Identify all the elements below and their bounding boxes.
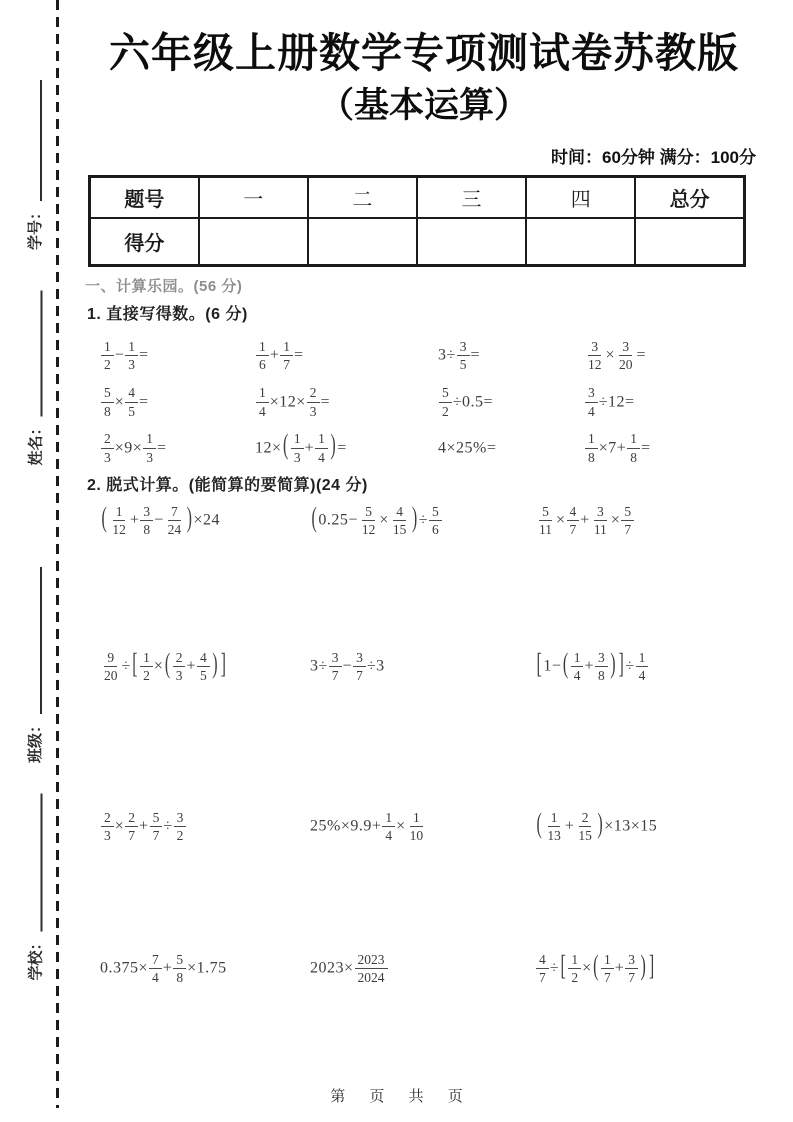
score-table-header-cell: 题号 (90, 177, 199, 218)
math-problem: (0.25− $\frac{5}{12}$ × $\frac{4}{15}$ )÷ $\frac{5}{6}$ (310, 501, 535, 539)
math-problem: $\frac{2}{3}$ ×9× $\frac{1}{3}$ = (100, 429, 255, 467)
score-table (88, 175, 746, 267)
score-table-header-cell: 一 (199, 177, 308, 218)
page-subtitle: （基本运算） (318, 86, 529, 126)
score-table-score-row (90, 218, 745, 266)
math-problem: 25%×9.9+ $\frac{1}{4}$ × $\frac{1}{10}$ (310, 809, 424, 844)
score-blank-cell (308, 218, 417, 266)
page-footer: 第 页 共 页 (330, 1088, 473, 1105)
section1-heading: 一、计算乐园。(56 分) (85, 278, 243, 296)
page-title: 六年级上册数学专项测试卷苏教版 (109, 30, 739, 76)
score-table-header-row (90, 177, 745, 218)
student-id-label: 学号： (27, 204, 44, 250)
math-problem: $\frac{5}{8}$ × $\frac{4}{5}$ = (100, 383, 255, 421)
math-problem: $\frac{1}{2}$ − $\frac{1}{3}$ = (100, 336, 255, 374)
school-label: 学校： (27, 935, 45, 981)
math-problem: $\frac{5}{11}$ × $\frac{4}{7}$ + $\frac{3}{11}$ × $\frac{5}{7}$ (535, 501, 760, 539)
math-problem: 3÷ $\frac{3}{5}$ = (438, 338, 481, 373)
score-blank-cell (417, 218, 526, 266)
math-problem: 2023× $\frac{2023}{2024}$ (310, 949, 535, 987)
score-blank-cell (526, 218, 635, 266)
math-problem: ( $\frac{1}{12}$ + $\frac{3}{8}$ − $\frac{7}{24}$ )×24 (101, 502, 220, 538)
paper-content (85, 0, 760, 1021)
question1-heading: 1. 直接写得数。(6 分) (87, 306, 248, 324)
school-field (22, 794, 46, 981)
question2-heading: 2. 脱式计算。(能简算的要简算)(24 分) (87, 477, 368, 495)
exam-time-score-meta: 时间：60分钟 满分：100分 (551, 148, 756, 168)
math-problem: $\frac{9}{20}$ ÷[ $\frac{1}{2}$ ×( $\frac{2}{3}$ + $\frac{4}{5}$ ) ] (104, 648, 226, 684)
student-id-blank (40, 80, 42, 201)
score-blank-cell (199, 218, 308, 266)
math-problem: [1−( $\frac{1}{4}$ + $\frac{3}{8}$ ) ]÷ $\frac{1}{4}$ (535, 647, 760, 685)
math-problem: 3÷ $\frac{3}{7}$ − $\frac{3}{7}$ ÷3 (310, 649, 385, 684)
score-blank-cell (635, 218, 744, 266)
stepwise-calculation-grid (88, 501, 760, 1021)
math-problem: 12×( $\frac{1}{3}$ + $\frac{1}{4}$ )= (255, 430, 347, 465)
direct-calculation-grid (88, 336, 760, 467)
margin-dashed-line (56, 0, 59, 1108)
class-blank (40, 567, 42, 714)
math-problem: $\frac{2}{3}$ × $\frac{2}{7}$ + $\frac{5}{7}$ ÷ $\frac{3}{2}$ (100, 807, 310, 845)
math-problem: $\frac{1}{4}$ ×12× $\frac{2}{3}$ = (255, 383, 438, 421)
math-problem: $\frac{4}{7}$ ÷[ $\frac{1}{2}$ ×( $\frac{1}{7}$ + $\frac{3}{7}$ ) ] (535, 949, 760, 987)
score-row-label: 得分 (90, 218, 199, 266)
school-blank (41, 794, 43, 932)
student-name-field (22, 291, 46, 466)
class-label: 班级： (27, 717, 44, 763)
math-problem: 0.375× $\frac{7}{4}$ + $\frac{5}{8}$ ×1.75 (100, 951, 227, 986)
student-id-field (21, 80, 45, 250)
score-table-header-cell: 三 (417, 177, 526, 218)
math-problem: $\frac{3}{12}$ × $\frac{3}{20}$ = (588, 338, 647, 373)
score-table-header-cell: 四 (526, 177, 635, 218)
score-table-header-cell: 二 (308, 177, 417, 218)
student-name-label: 姓名： (27, 420, 45, 466)
math-problem: $\frac{1}{8}$ ×7+ $\frac{1}{8}$ = (584, 429, 760, 467)
math-problem: 4×25%= (438, 439, 497, 457)
math-problem: ( $\frac{1}{13}$ + $\frac{2}{15}$ )×13×15 (536, 808, 658, 844)
math-problem: $\frac{1}{6}$ + $\frac{1}{7}$ = (255, 336, 438, 374)
score-table-header-cell: 总分 (635, 177, 744, 218)
math-problem: $\frac{5}{2}$ ÷0.5= (438, 383, 584, 421)
math-problem: $\frac{3}{4}$ ÷12= (584, 383, 760, 421)
student-name-blank (41, 291, 43, 417)
class-field (21, 567, 45, 763)
